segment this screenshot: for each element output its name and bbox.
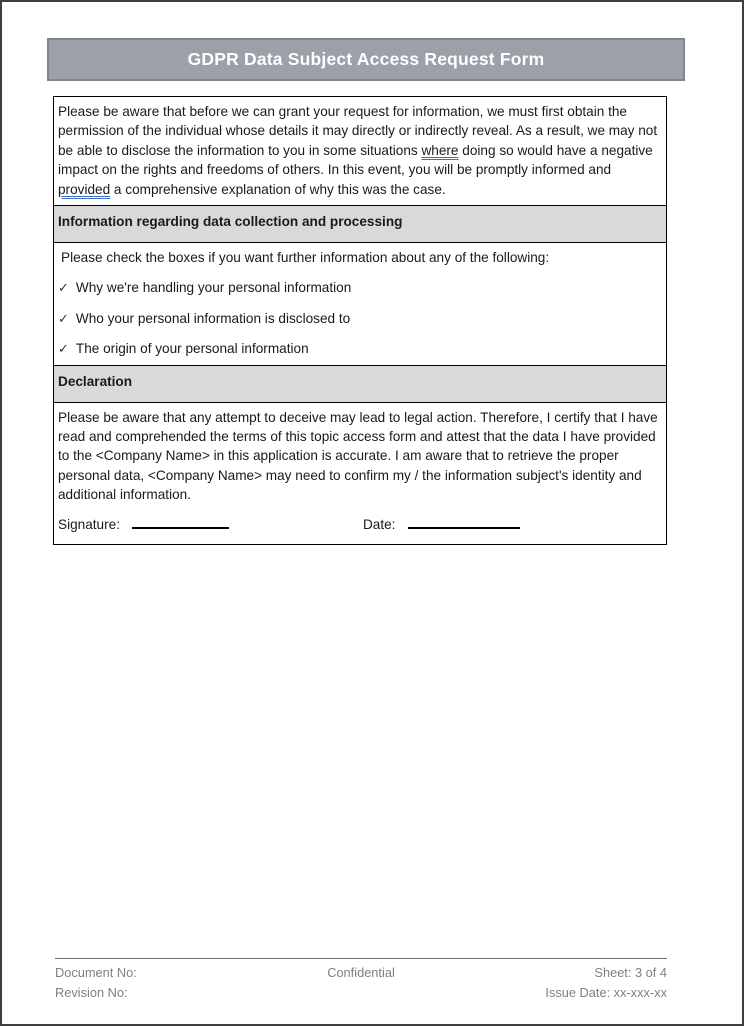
checkbox-item-disclosed[interactable]	[58, 309, 658, 328]
page-title: GDPR Data Subject Access Request Form	[187, 49, 545, 69]
form-table	[53, 96, 667, 545]
intro-paragraph	[54, 97, 666, 206]
intro-text-2: doing so would have a negative impact on the rights and freedoms of others. In this event, you will be promptly informed and	[58, 142, 653, 178]
grammar-underlined-word: where	[421, 142, 459, 158]
checkmark-icon[interactable]: ✓	[58, 280, 69, 296]
checkbox-item-handling[interactable]	[58, 278, 658, 297]
intro-text-3: a comprehensive explanation of why this was the case.	[110, 181, 446, 197]
section-header-label: Information regarding data collection and processing	[58, 214, 403, 230]
footer-row-2	[55, 983, 667, 1003]
section-header-label: Declaration	[58, 373, 133, 389]
document-no-label: Document No:	[55, 965, 137, 980]
section-header-declaration	[54, 366, 666, 403]
footer-row-1	[55, 963, 667, 983]
grammar-underlined-word: provided	[58, 181, 111, 197]
revision-no-label: Revision No:	[55, 985, 128, 1000]
checkmark-icon[interactable]: ✓	[58, 310, 69, 326]
checkmark-icon[interactable]: ✓	[58, 341, 69, 357]
checkbox-intro-text: Please check the boxes if you want further information about any of the following:	[61, 250, 550, 266]
checkbox-item-label: Who your personal information is disclosed to	[75, 310, 351, 326]
checkbox-item-label: The origin of your personal information	[75, 341, 309, 357]
checkbox-item-origin[interactable]	[58, 339, 658, 358]
page-footer	[55, 958, 667, 1003]
confidential-label: Confidential	[327, 965, 395, 980]
checkbox-section	[54, 243, 666, 366]
sheet-number: Sheet: 3 of 4	[594, 965, 667, 980]
signature-label: Signature:	[58, 516, 120, 532]
date-label: Date:	[362, 516, 396, 532]
date-blank-line[interactable]	[408, 527, 520, 529]
signature-row	[58, 515, 658, 534]
declaration-text: Please be aware that any attempt to deceive may lead to legal action. Therefore, I certify that I have read and comprehended the terms of this topic access form and attest that the data I have provided to the <Company Name> in this application is accurate. I am aware that to retrieve the proper personal data, <Company Name> may need to confirm my / the information subject's identity and additional information.	[58, 409, 658, 503]
declaration-section	[54, 403, 666, 544]
section-header-information	[54, 206, 666, 243]
intro-text-1: Please be aware that before we can grant your request for information, we must first obtain the permission of the individual whose details it may directly or indirectly reveal. As a result, we may not be able to disclose the information to you in some situations	[58, 104, 658, 158]
checkbox-item-label: Why we're handling your personal information	[75, 280, 352, 296]
signature-blank-line[interactable]	[132, 527, 229, 529]
issue-date: Issue Date: xx-xxx-xx	[545, 985, 667, 1000]
title-banner	[47, 38, 685, 81]
